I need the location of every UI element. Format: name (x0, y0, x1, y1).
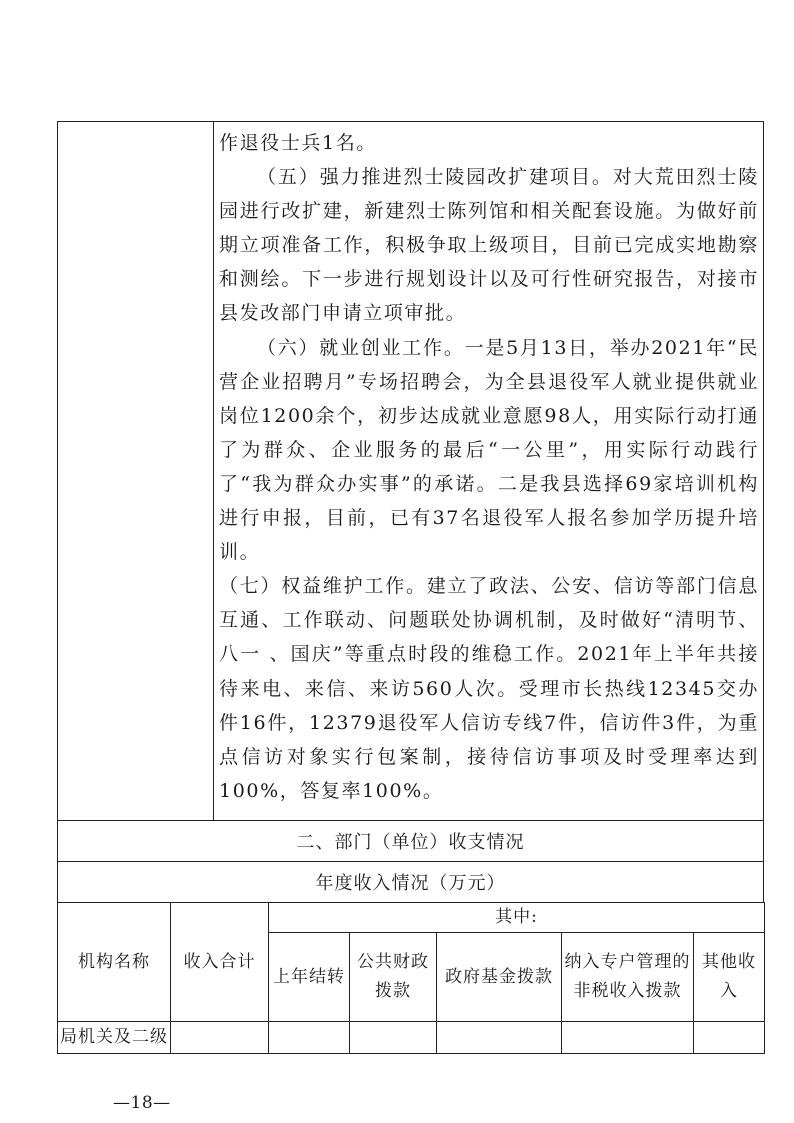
header-other-income: 其他收入 (694, 933, 765, 1022)
table-cell (694, 1022, 765, 1054)
paragraph-continuation: 作退役士兵1名。 (219, 132, 377, 154)
row-org-label: 局机关及二级 (58, 1022, 171, 1054)
work-summary-cell (57, 121, 764, 820)
column-divider (213, 122, 214, 820)
header-gov-fund: 政府基金拨款 (437, 933, 562, 1022)
table-cell (171, 1022, 269, 1054)
section-title: 二、部门（单位）收支情况 (57, 820, 764, 861)
table-header-row (58, 903, 765, 933)
table-cell (437, 1022, 562, 1054)
table-cell (269, 1022, 350, 1054)
report-table-frame (57, 121, 764, 1054)
table-cell (562, 1022, 694, 1054)
header-public-finance: 公共财政拨款 (350, 933, 437, 1022)
table-row (58, 1022, 765, 1054)
paragraph-rights-protection: （七）权益维护工作。建立了政法、公安、信访等部门信息互通、工作联动、问题联处协调机制，及时做好“清明节、八一 、国庆”等重点时段的维稳工作。2021年上半年共接待来电、来信、来访560人次。受理市长热线12345交办件16件，12379退役军人信访专线7件，信访件3件，为重点信访对象实行包案制，接待信访事项及时受理率达到100%，答复率100%。 (219, 575, 759, 802)
page-number: —18— (113, 1093, 171, 1113)
header-prev-year-carryover: 上年结转 (269, 933, 350, 1022)
paragraph-employment: （六）就业创业工作。一是5月13日，举办2021年“民营企业招聘月”专场招聘会，为全县退役军人就业提供就业岗位1200余个，初步达成就业意愿98人，用实际行动打通了为群众、企业服务的最后“一公里”，用实际行动践行了“我为群众办实事”的承诺。二是我县选择69家培训机构进行申报，目前，已有37名退役军人报名参加学历提升培训。 (219, 336, 759, 564)
work-summary-text (219, 126, 759, 808)
income-table (57, 902, 765, 1054)
header-total-income: 收入合计 (171, 903, 269, 1022)
subsection-title: 年度收入情况（万元） (57, 861, 764, 902)
header-breakdown-group: 其中: (269, 903, 765, 933)
paragraph-martyrs-cemetery: （五）强力推进烈士陵园改扩建项目。对大荒田烈士陵园进行改扩建，新建烈士陈列馆和相关配套设施。为做好前期立项准备工作，积极争取上级项目，目前已完成实地勘察和测绘。下一步进行规划设计以及可行性研究报告，对接市县发改部门申请立项审批。 (219, 166, 759, 325)
table-cell (350, 1022, 437, 1054)
header-non-tax-income: 纳入专户管理的非税收入拨款 (562, 933, 694, 1022)
header-org-name: 机构名称 (58, 903, 171, 1022)
